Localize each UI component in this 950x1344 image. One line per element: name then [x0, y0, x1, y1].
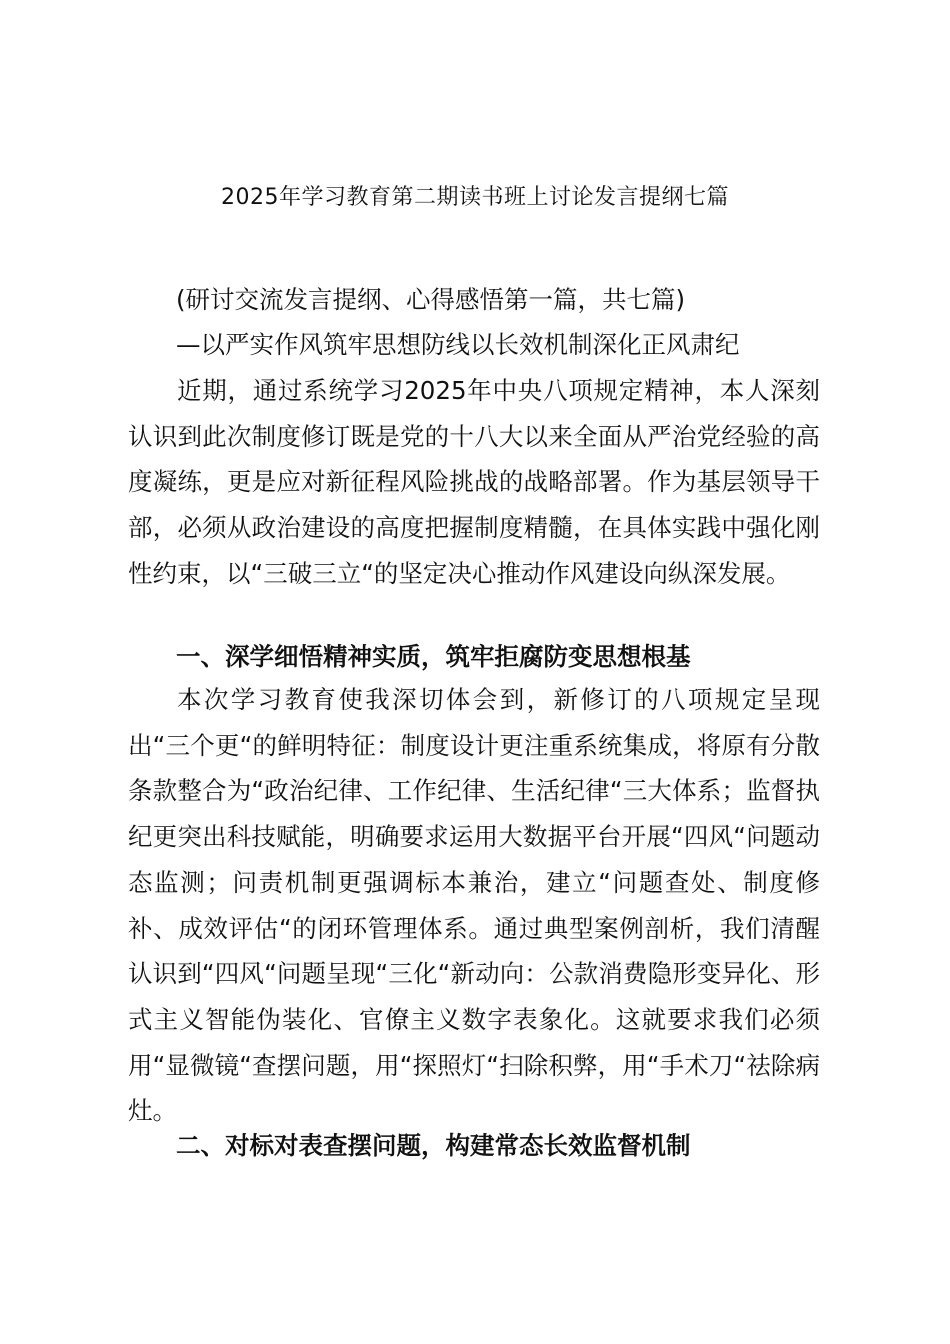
section-heading-2: 二、对标对表查摆问题，构建常态长效监督机制	[176, 1131, 691, 1160]
section-paragraph-1: 本次学习教育使我深切体会到，新修订的八项规定呈现出“三个更“的鲜明特征：制度设计更注重系统集成，将原有分散条款整合为“政治纪律、工作纪律、生活纪律“三大体系；监督执纪更突出科技赋能，明确要求运用大数据平台开展“四风“问题动态监测；问责机制更强调标本兼治，建立“问题查处、制度修补、成效评估“的闭环管理体系。通过典型案例剖析，我们清醒认识到“四风“问题呈现“三化“新动向：公款消费隐形变异化、形式主义智能伪装化、官僚主义数字表象化。这就要求我们必须用“显微镜“查摆问题，用“探照灯“扫除积弊，用“手术刀“祛除病灶。	[128, 685, 820, 1126]
document-title: 2025年学习教育第二期读书班上讨论发言提纲七篇	[221, 185, 729, 210]
intro-paragraph: 近期，通过系统学习2025年中央八项规定精神，本人深刻认识到此次制度修订既是党的十八大以来全面从严治党经验的高度凝练，更是应对新征程风险挑战的战略部署。作为基层领导干部，必须从政治建设的高度把握制度精髓，在具体实践中强化刚性约束，以“三破三立“的坚定决心推动作风建设向纵深发展。	[128, 376, 820, 588]
subtitle-note: (研讨交流发言提纲、心得感悟第一篇，共七篇)	[176, 285, 686, 314]
section-heading-1: 一、深学细悟精神实质，筑牢拒腐防变思想根基	[176, 642, 691, 671]
subtitle-theme: —以严实作风筑牢思想防线以长效机制深化正风肃纪	[176, 330, 740, 359]
